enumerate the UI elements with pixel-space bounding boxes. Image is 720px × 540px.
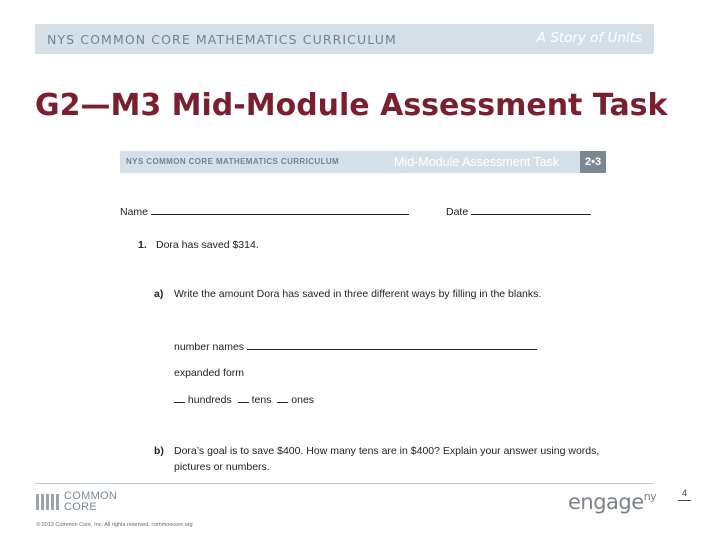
hundreds-blank bbox=[174, 393, 185, 403]
slide-title: G2—M3 Mid-Module Assessment Task bbox=[35, 88, 668, 123]
ones-label: ones bbox=[291, 394, 315, 406]
copyright-notice: © 2013 Common Core, Inc. All rights reserved. commoncore.org bbox=[36, 522, 193, 528]
footer-divider bbox=[35, 483, 654, 484]
date-blank bbox=[471, 205, 591, 215]
part-b-letter: b) bbox=[154, 445, 164, 457]
tens-label: tens bbox=[251, 394, 272, 406]
number-names-blank bbox=[247, 340, 537, 350]
number-names-label: number names bbox=[174, 341, 245, 353]
name-field bbox=[120, 205, 409, 218]
part-a-letter: a) bbox=[154, 288, 164, 300]
part-b-text-line2: pictures or numbers. bbox=[174, 461, 270, 473]
name-blank bbox=[151, 205, 409, 215]
common-core-logo-icon bbox=[36, 492, 62, 512]
curriculum-name: NYS COMMON CORE MATHEMATICS CURRICULUM bbox=[47, 32, 397, 47]
document-header bbox=[120, 151, 606, 173]
document-curriculum-name: NYS COMMON CORE MATHEMATICS CURRICULUM bbox=[126, 157, 340, 166]
common-core-line2: CORE bbox=[64, 501, 97, 513]
number-names-row bbox=[174, 340, 537, 353]
date-label: Date bbox=[446, 206, 469, 218]
part-b-text-line1: Dora’s goal is to save $400. How many tens are in $400? Explain your answer using words, bbox=[174, 445, 600, 457]
engage-brand-sup: ny bbox=[643, 490, 657, 503]
assessment-document bbox=[116, 148, 610, 478]
document-title: Mid-Module Assessment Task bbox=[394, 155, 560, 169]
tens-blank bbox=[238, 393, 249, 403]
question-text: Dora has saved $314. bbox=[156, 239, 259, 251]
expanded-form-label: expanded form bbox=[174, 367, 245, 379]
date-field bbox=[446, 205, 591, 218]
common-core-wordmark bbox=[64, 491, 117, 513]
ones-blank bbox=[277, 393, 288, 403]
hundreds-label: hundreds bbox=[187, 394, 232, 406]
place-value-row bbox=[174, 393, 314, 406]
document-badge: 2•3 bbox=[580, 151, 606, 173]
engageny-logo bbox=[568, 490, 656, 514]
page-number: 4 bbox=[678, 488, 691, 501]
question-number: 1. bbox=[138, 239, 147, 251]
name-label: Name bbox=[120, 206, 149, 218]
common-core-line1: COMMON bbox=[64, 490, 118, 502]
curriculum-tagline: A Story of Units bbox=[536, 30, 642, 46]
curriculum-header-bar bbox=[35, 24, 654, 54]
engage-brand-text: engage bbox=[568, 490, 644, 514]
part-a-text: Write the amount Dora has saved in three different ways by filling in the blanks. bbox=[174, 288, 542, 300]
